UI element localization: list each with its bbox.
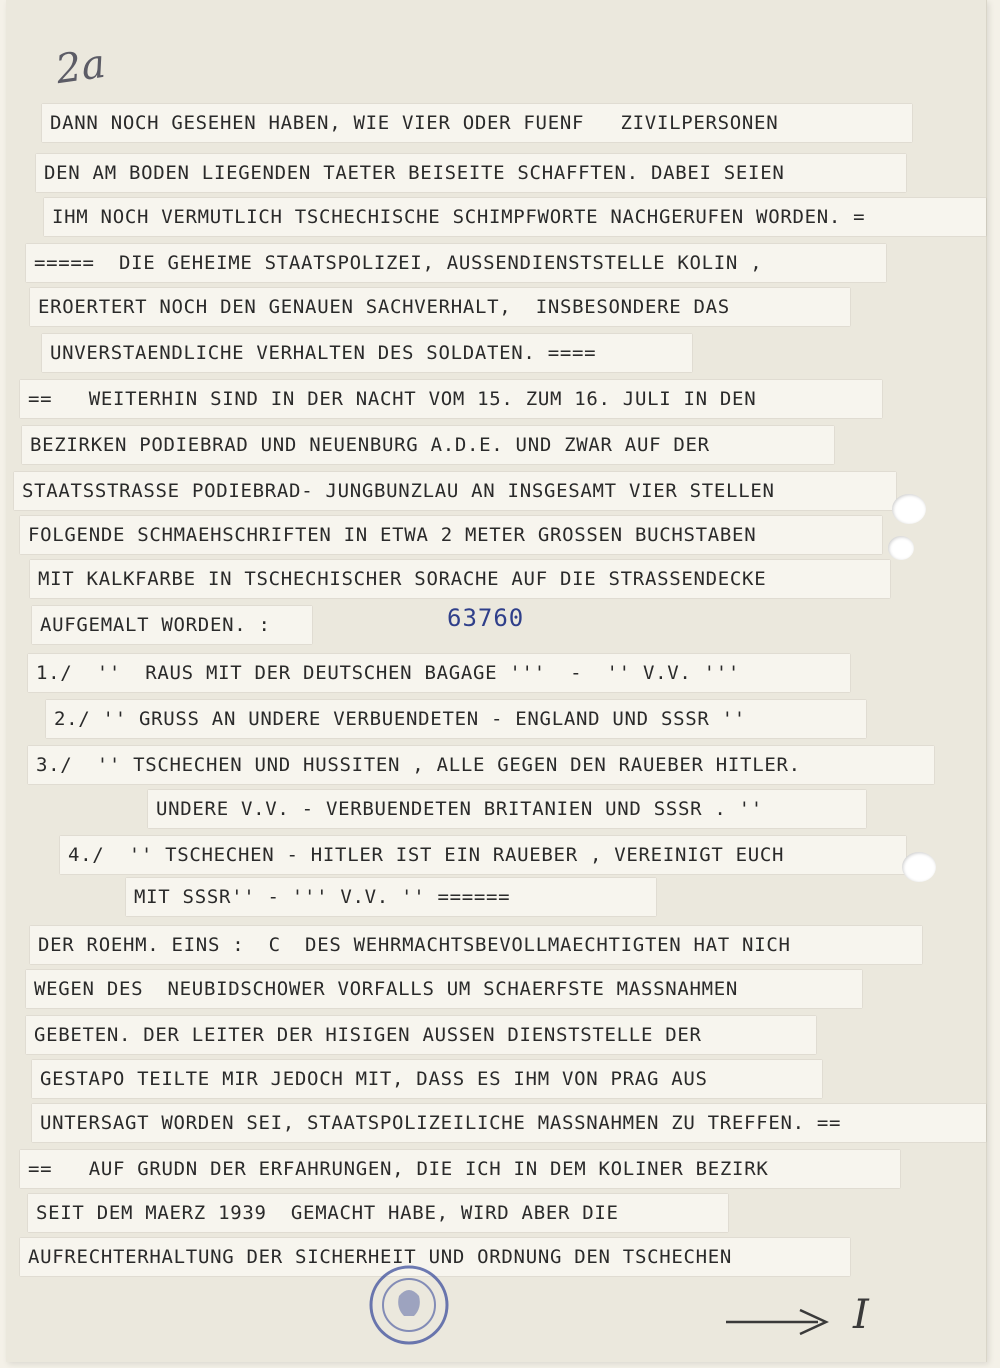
text-line-15: 3./ '' TSCHECHEN UND HUSSITEN , ALLE GEGEN DEN RAUEBER HITLER. [28,746,934,784]
text-line-23: UNTERSAGT WORDEN SEI, STAATSPOLIZEILICHE MASSNAHMEN ZU TREFFEN. == [32,1104,986,1142]
text-line-25: SEIT DEM MAERZ 1939 GEMACHT HABE, WIRD ABER DIE [28,1194,728,1232]
text-line-19: DER ROEHM. EINS : C DES WEHRMACHTSBEVOLLMAECHTIGTEN HAT NICH [30,926,922,964]
archive-seal-icon [366,1262,452,1348]
text-line-21: GEBETEN. DER LEITER DER HISIGEN AUSSEN DIENSTSTELLE DER [26,1016,816,1054]
text-line-1: DANN NOCH GESEHEN HABEN, WIE VIER ODER FUENF ZIVILPERSONEN [42,104,912,142]
text-line-13: 1./ '' RAUS MIT DER DEUTSCHEN BAGAGE ''' - '' V.V. ''' [28,654,850,692]
arrow-right-icon [722,1300,832,1340]
text-line-20: WEGEN DES NEUBIDSCHOWER VORFALLS UM SCHAERFSTE MASSNAHMEN [26,970,862,1008]
text-line-8: BEZIRKEN PODIEBRAD UND NEUENBURG A.D.E. UND ZWAR AUF DER [22,426,834,464]
text-line-4: ===== DIE GEHEIME STAATSPOLIZEI, AUSSENDIENSTSTELLE KOLIN , [26,244,886,282]
punch-hole [888,536,914,560]
text-line-22: GESTAPO TEILTE MIR JEDOCH MIT, DASS ES IHM VON PRAG AUS [32,1060,822,1098]
text-line-16: UNDERE V.V. - VERBUENDETEN BRITANIEN UND SSSR . '' [148,790,866,828]
punch-hole [902,852,936,882]
text-line-9: STAATSSTRASSE PODIEBRAD- JUNGBUNZLAU AN INSGESAMT VIER STELLEN [14,472,896,510]
text-line-6: UNVERSTAENDLICHE VERHALTEN DES SOLDATEN. ==== [42,334,692,372]
text-line-2: DEN AM BODEN LIEGENDEN TAETER BEISEITE SCHAFFTEN. DABEI SEIEN [36,154,906,192]
text-line-14: 2./ '' GRUSS AN UNDERE VERBUENDETEN - ENGLAND UND SSSR '' [46,700,866,738]
text-line-7: == WEITERHIN SIND IN DER NACHT VOM 15. ZUM 16. JULI IN DEN [20,380,882,418]
continuation-mark: I [853,1292,869,1338]
punch-hole [892,494,926,524]
page-marker: 2a [53,40,109,94]
text-line-11: MIT KALKFARBE IN TSCHECHISCHER SORACHE AUF DIE STRASSENDECKE [30,560,890,598]
text-line-17: 4./ '' TSCHECHEN - HITLER IST EIN RAUEBER , VEREINIGT EUCH [60,836,906,874]
text-line-3: IHM NOCH VERMUTLICH TSCHECHISCHE SCHIMPFWORTE NACHGERUFEN WORDEN. = [44,198,986,236]
text-line-26: AUFRECHTERHALTUNG DER SICHERHEIT UND ORDNUNG DEN TSCHECHEN [20,1238,850,1276]
text-line-24: == AUF GRUDN DER ERFAHRUNGEN, DIE ICH IN DEM KOLINER BEZIRK [20,1150,900,1188]
stamp-number: 63760 [447,604,525,632]
text-line-18: MIT SSSR'' - ''' V.V. '' ====== [126,878,656,916]
text-line-10: FOLGENDE SCHMAEHSCHRIFTEN IN ETWA 2 METER GROSSEN BUCHSTABEN [20,516,882,554]
text-line-12: AUFGEMALT WORDEN. : [32,606,312,644]
text-line-5: EROERTERT NOCH DEN GENAUEN SACHVERHALT, INSBESONDERE DAS [30,288,850,326]
